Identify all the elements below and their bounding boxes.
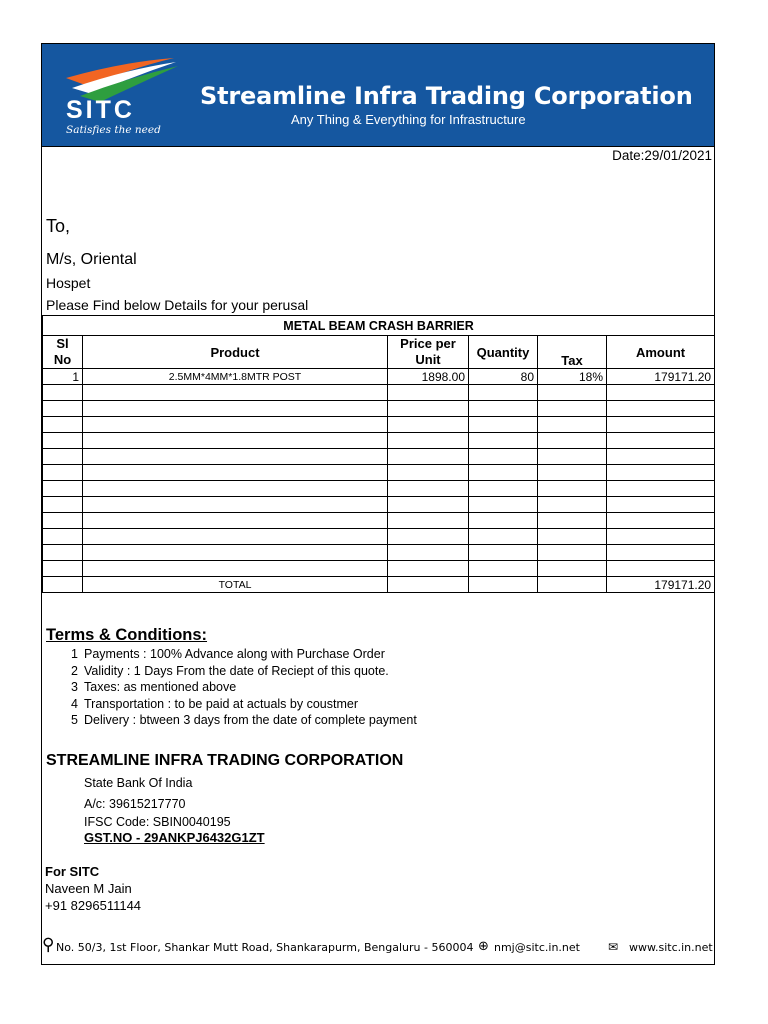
table-row-empty — [43, 433, 715, 449]
table-title: METAL BEAM CRASH BARRIER — [43, 316, 715, 336]
table-total-row — [43, 577, 715, 593]
col-header-price: Price per Unit — [388, 336, 469, 369]
table-row-empty — [43, 417, 715, 433]
bank-details — [84, 773, 265, 846]
for-sitc: For SITC — [45, 864, 100, 879]
table-row-empty — [43, 545, 715, 561]
col-header-amount: Amount — [607, 336, 715, 369]
table-row-empty — [43, 497, 715, 513]
table-row-empty — [43, 449, 715, 465]
footer-address: No. 50/3, 1st Floor, Shankar Mutt Road, Shankarapurm, Bengaluru - 560004 — [56, 941, 474, 954]
logo-tagline: Satisfies the need — [66, 124, 161, 136]
items-table — [42, 315, 715, 593]
table-row-empty — [43, 401, 715, 417]
logo-text: SITC — [66, 96, 135, 124]
quotation-sheet — [41, 43, 715, 965]
signatory-block — [45, 863, 141, 914]
bank-company-name: STREAMLINE INFRA TRADING CORPORATION — [46, 752, 404, 769]
cell-quantity: 80 — [469, 369, 538, 385]
list-item: 2 Validity : 1 Days From the date of Reciept of this quote. — [71, 663, 389, 678]
gst-number: GST.NO - 29ANKPJ6432G1ZT — [84, 830, 265, 845]
signatory-name: Naveen M Jain — [45, 881, 132, 896]
table-row-empty — [43, 465, 715, 481]
bank-account: A/c: 39615217770 — [84, 796, 186, 811]
footer-website: www.sitc.in.net — [629, 941, 713, 954]
to-label: To, — [46, 216, 71, 236]
list-item: 4 Transportation : to be paid at actuals by coustmer — [71, 696, 358, 711]
col-header-tax: Tax — [538, 336, 607, 369]
cell-tax: 18% — [538, 369, 607, 385]
total-label: TOTAL — [83, 577, 388, 593]
table-row-empty — [43, 513, 715, 529]
recipient-location: Hospet — [46, 275, 91, 291]
terms-list — [64, 646, 417, 729]
footer-email: nmj@sitc.in.net — [494, 941, 580, 954]
col-header-product: Product — [83, 336, 388, 369]
terms-title: Terms & Conditions: — [46, 626, 208, 644]
signatory-phone: +91 8296511144 — [45, 898, 142, 913]
cell-sl: 1 — [43, 369, 83, 385]
table-row-empty — [43, 529, 715, 545]
recipient-name: M/s, Oriental — [46, 251, 137, 268]
bank-ifsc: IFSC Code: SBIN0040195 — [84, 815, 231, 829]
letterhead — [42, 44, 714, 147]
list-item: 5 Delivery : btween 3 days from the date of complete payment — [71, 713, 417, 727]
globe-icon: ⊕ — [478, 939, 489, 954]
table-row-empty — [43, 481, 715, 497]
total-amount: 179171.20 — [607, 577, 715, 593]
table-row-empty — [43, 561, 715, 577]
table-header-row — [43, 336, 715, 369]
envelope-icon: ✉ — [608, 940, 619, 954]
col-header-quantity: Quantity — [469, 336, 538, 369]
quote-date: Date:29/01/2021 — [612, 148, 712, 163]
list-item: 3 Taxes: as mentioned above — [71, 680, 237, 694]
bank-name: State Bank Of India — [84, 776, 193, 790]
table-row — [43, 369, 715, 385]
intro-text: Please Find below Details for your perusal — [46, 297, 309, 313]
cell-price: 1898.00 — [388, 369, 469, 385]
location-pin-icon: ⚲ — [42, 935, 55, 955]
cell-product: 2.5MM*4MM*1.8MTR POST — [83, 369, 388, 385]
table-row-empty — [43, 385, 715, 401]
cell-amount: 179171.20 — [607, 369, 715, 385]
list-item: 1 Payments : 100% Advance along with Purchase Order — [71, 647, 385, 661]
col-header-sl: Sl No — [43, 336, 83, 369]
company-title: Streamline Infra Trading Corporation — [200, 82, 693, 110]
company-slogan: Any Thing & Everything for Infrastructure — [291, 112, 526, 127]
